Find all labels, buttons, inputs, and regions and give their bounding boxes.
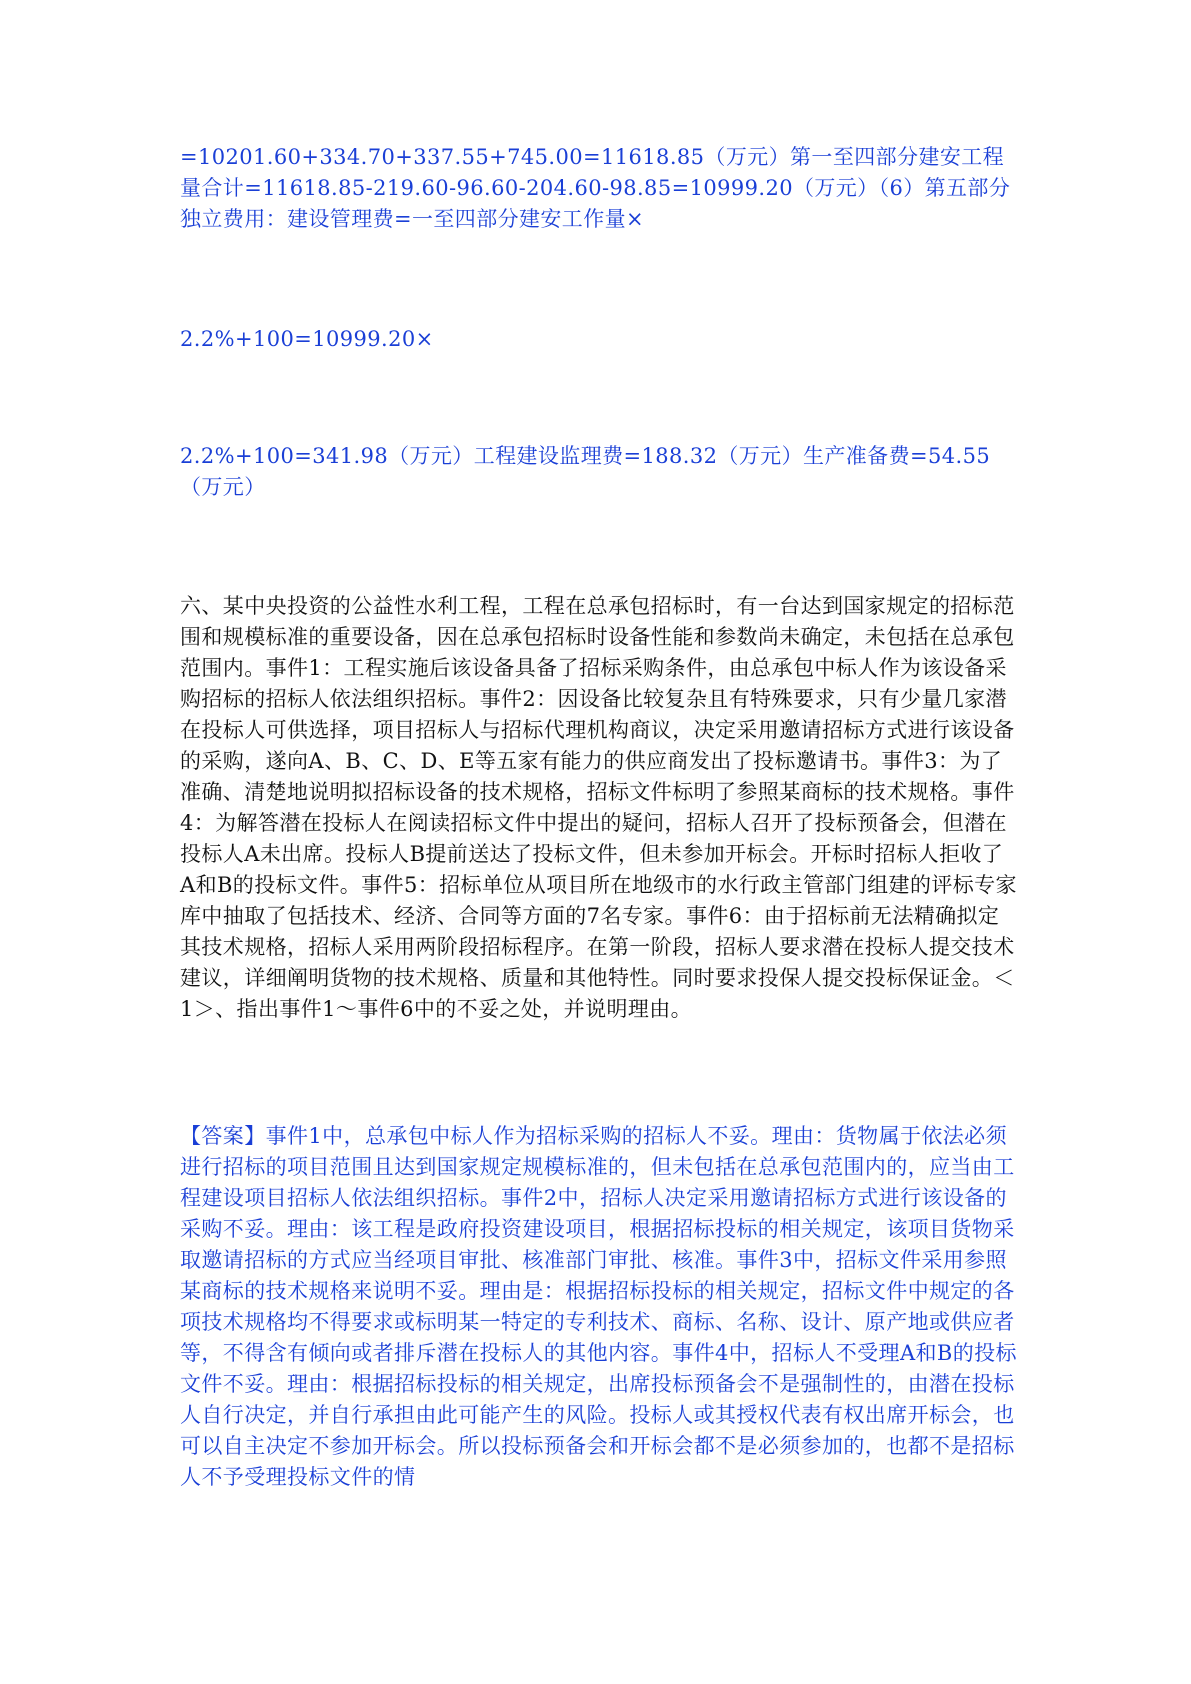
answer-text: 事件1中，总承包中标人作为招标采购的招标人不妥。理由：货物属于依法必须进行招标的项目范围且达到国家规定规模标准的，但未包括在总承包范围内的，应当由工程建设项目招标人依法组织招标。事件2中，招标人决定采用邀请招标方式进行该设备的采购不妥。理由：该工程是政府投资建设项目，根据招标投标的相关规定，该项目货物采取邀请招标的方式应当经项目审批、核准部门审批、核准。事件3中，招标文件采用参照某商标的技术规格来说明不妥。理由是：根据招标投标的相关规定，招标文件中规定的各项技术规格均不得要求或标明某一特定的专利技术、商标、名称、设计、原产地或供应者等，不得含有倾向或者排斥潜在投标人的其他内容。事件4中，招标人不受理A和B的投标文件不妥。理由：根据招标投标的相关规定，出席投标预备会不是强制性的，由潜在投标人自行决定，并自行承担由此可能产生的风险。投标人或其授权代表有权出席开标会，也可以自主决定不参加开标会。所以投标预备会和开标会都不是必须参加的，也都不是招标人不予受理投标文件的情: [180, 1124, 1017, 1489]
answer-paragraph: [180, 1121, 1018, 1493]
calculation-paragraph-1: =10201.60+334.70+337.55+745.00=11618.85（万元）第一至四部分建安工程量合计=11618.85-219.60-96.60-204.60-98.85=10999.20（万元）（6）第五部分独立费用：建设管理费=一至四部分建安工作量×: [180, 145, 1011, 231]
answer-tag: 【答案】: [180, 1124, 266, 1148]
question-paragraph: 六、某中央投资的公益性水利工程，工程在总承包招标时，有一台达到国家规定的招标范围和规模标准的重要设备，因在总承包招标时设备性能和参数尚未确定，未包括在总承包范围内。事件1：工程实施后该设备具备了招标采购条件，由总承包中标人作为该设备采购招标的招标人依法组织招标。事件2：因设备比较复杂且有特殊要求，只有少量几家潜在投标人可供选择，项目招标人与招标代理机构商议，决定采用邀请招标方式进行该设备的采购，遂向A、B、C、D、E等五家有能力的供应商发出了投标邀请书。事件3：为了准确、清楚地说明拟招标设备的技术规格，招标文件标明了参照某商标的技术规格。事件4：为解答潜在投标人在阅读招标文件中提出的疑问，招标人召开了投标预备会，但潜在投标人A未出席。投标人B提前送达了投标文件，但未参加开标会。开标时招标人拒收了A和B的投标文件。事件5：招标单位从项目所在地级市的水行政主管部门组建的评标专家库中抽取了包括技术、经济、合同等方面的7名专家。事件6：由于招标前无法精确拟定其技术规格，招标人采用两阶段招标程序。在第一阶段，招标人要求潜在投标人提交技术建议，详细阐明货物的技术规格、质量和其他特性。同时要求投保人提交投标保证金。＜1＞、指出事件1～事件6中的不妥之处，并说明理由。: [180, 594, 1017, 1021]
calculation-paragraph-2: 2.2%+100=10999.20×: [180, 327, 434, 351]
calculation-paragraph-3: 2.2%+100=341.98（万元）工程建设监理费=188.32（万元）生产准备费=54.55（万元）: [180, 444, 991, 499]
